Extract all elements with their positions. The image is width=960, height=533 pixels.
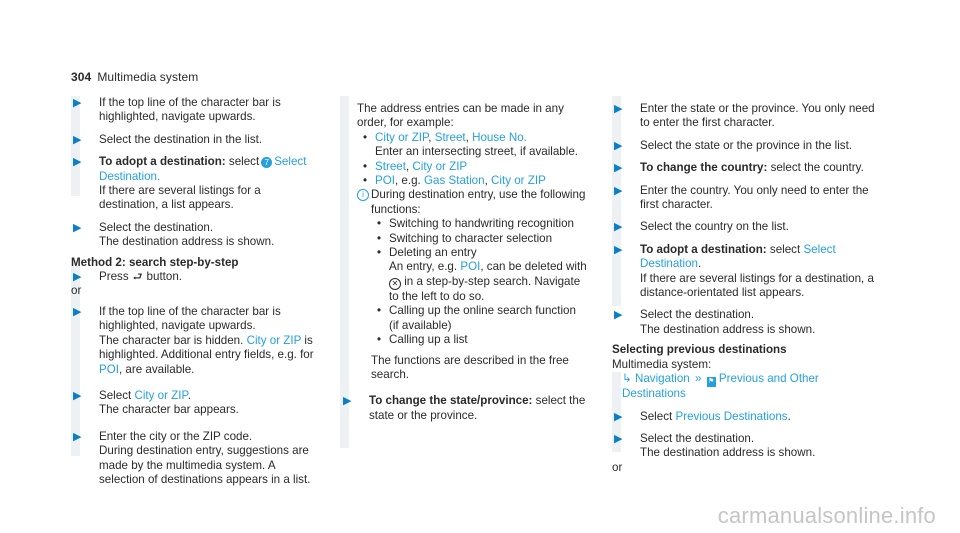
step: ▶ To change the state/province: select the state or the province.: [343, 394, 586, 422]
step-arrow-icon: ▶: [73, 271, 82, 284]
step-arrow-icon: ▶: [73, 97, 82, 109]
step-arrow-icon: ▶: [614, 184, 623, 197]
column-2: The address entries can be made in any order, for example: • City or ZIP, Street, House No. Enter an intersecting street, if available. • Street, City or ZIP • POI, e.g. Gas Station, City or ZIP i During destination entry, use the following functions: • Switching to handwriting recognition • Switching to character selection • Deleting an entry An entry, e.g. POI, can be deleted with ✕ in a step-by-step search. Navigate to the left to do so. • Calling up the online search function (if available) • Calling up a list The functions are described in the free search. ▶ To change the state/province: select the state or the province.: [357, 102, 587, 423]
step-arrow-icon: ▶: [73, 156, 82, 169]
step: ▶ To change the country: select the country.: [614, 161, 864, 175]
column-3: ▶ Enter the state or the province. You only need to enter the first character. ▶ Select the state or the province in the list. ▶ To change the country: select the country. ▶ Enter the country. You only need to enter the first character. ▶ Select the country on the list. ▶ To adopt a destination: select Select Destination. If there are several listings for a destination, a distance-orientated list appears. ▶ Select the destination. The destination address is shown. Selecting previous destinations Multimedia system: ↳ Navigation » ⚑ Previous and Other Destinations ▶ Select Previous Destinations. ▶ Select the destination. The destination address is shown. or: [612, 102, 877, 475]
list-item: • POI, e.g. Gas Station, City or ZIP: [357, 174, 587, 188]
step: ▶ Select the state or the province in the list.: [614, 138, 853, 152]
list-item: • Switching to character selection: [371, 232, 587, 246]
step: ▶ Press ⮐ button.: [73, 270, 183, 284]
info-note: i During destination entry, use the following functions: • Switching to handwriting recognition • Switching to character selection • Deleting an entry An entry, e.g. POI, can be deleted with ✕ in a step-by-step search. Navigate to the left to do so. • Calling up the online search function (if available) • Calling up a list The functions are described in the free search.: [357, 188, 587, 382]
list-item: • City or ZIP, Street, House No.: [357, 131, 587, 145]
method-heading: Method 2: search step-by-step: [71, 255, 239, 269]
step-arrow-icon: ▶: [614, 162, 623, 175]
step: ▶ To adopt a destination: select Select Destination. If there are several listings for a destination, a distance-orientated list appears.: [614, 242, 874, 300]
step-arrow-icon: ▶: [73, 221, 82, 234]
step: ▶ Select the destination in the list.: [73, 132, 263, 146]
step: ▶ Select Previous Destinations.: [614, 409, 791, 423]
step-arrow-icon: ▶: [73, 389, 82, 402]
step: ▶ If the top line of the character bar is highlighted, navigate upwards. The character bar is hidden. City or ZIP is highlighted. Additional entry fields, e.g. for POI, are available.: [73, 304, 314, 376]
step: ▶ Enter the state or the province. You only need to enter the first character.: [614, 102, 875, 130]
step-arrow-icon: ▶: [73, 133, 82, 146]
number-7-icon: 7: [261, 157, 272, 168]
section-heading: Selecting previous destinations: [612, 343, 787, 357]
list-note: An entry, e.g. POI, can be deleted with ✕ in a step-by-step search. Navigate to the left to do so.: [389, 260, 587, 303]
step-arrow-icon: ▶: [614, 410, 623, 423]
menu-path: ↳ Navigation » ⚑ Previous and Other Destinations: [622, 372, 819, 401]
watermark: carmanualsonline.info: [717, 502, 936, 528]
step-arrow-icon: ▶: [343, 395, 352, 408]
list-item: • Switching to handwriting recognition: [371, 217, 587, 231]
page-header: [71, 70, 198, 84]
step-arrow-icon: ▶: [614, 103, 623, 115]
info-icon: i: [357, 189, 369, 201]
delete-icon: ✕: [389, 278, 401, 290]
column-1: [71, 96, 321, 487]
list-item: • Deleting an entry: [371, 246, 587, 260]
step: ▶ Select the country on the list.: [614, 220, 789, 234]
flag-icon: ⚑: [708, 378, 715, 386]
step: ▶ If the top line of the character bar is highlighted, navigate upwards.: [73, 96, 281, 124]
double-chevron-icon: »: [694, 372, 702, 386]
step-arrow-icon: ▶: [614, 221, 623, 234]
back-button-icon: ⮐: [132, 271, 143, 284]
list-item: • Street, City or ZIP: [357, 160, 587, 174]
list-item: • Calling up a list: [371, 333, 587, 347]
section-title: Multimedia system: [97, 70, 199, 84]
list-item: • Calling up the online search function (if available): [371, 304, 587, 333]
step: ▶ Select the destination. The destination address is shown.: [73, 220, 275, 249]
step-arrow-icon: ▶: [73, 430, 82, 443]
step-arrow-icon: ▶: [614, 309, 623, 322]
step: ▶ Enter the country. You only need to enter the first character.: [614, 183, 869, 212]
step: ▶ Select the destination. The destination address is shown.: [614, 308, 816, 336]
step-arrow-icon: ▶: [614, 432, 623, 445]
step-arrow-icon: ▶: [73, 305, 82, 318]
step: ▶ Select the destination. The destination address is shown.: [614, 431, 816, 460]
step-arrow-icon: ▶: [614, 243, 623, 256]
step: ▶ Select City or ZIP. The character bar appears.: [73, 388, 239, 417]
step: ▶ Enter the city or the ZIP code. During destination entry, suggestions are made by the multimedia system. A selection of destinations appears in a list.: [73, 429, 311, 486]
step: ▶ To adopt a destination: select 7 Select Destination. If there are several listings for a destination, a list appears.: [73, 155, 307, 212]
step-arrow-icon: ▶: [614, 139, 623, 152]
or-label: or: [71, 284, 82, 298]
or-label: or: [612, 460, 623, 474]
select-destination-link: Select Destination.: [99, 155, 307, 183]
page-number: 304: [71, 70, 92, 84]
path-arrow-icon: ↳: [622, 372, 632, 386]
